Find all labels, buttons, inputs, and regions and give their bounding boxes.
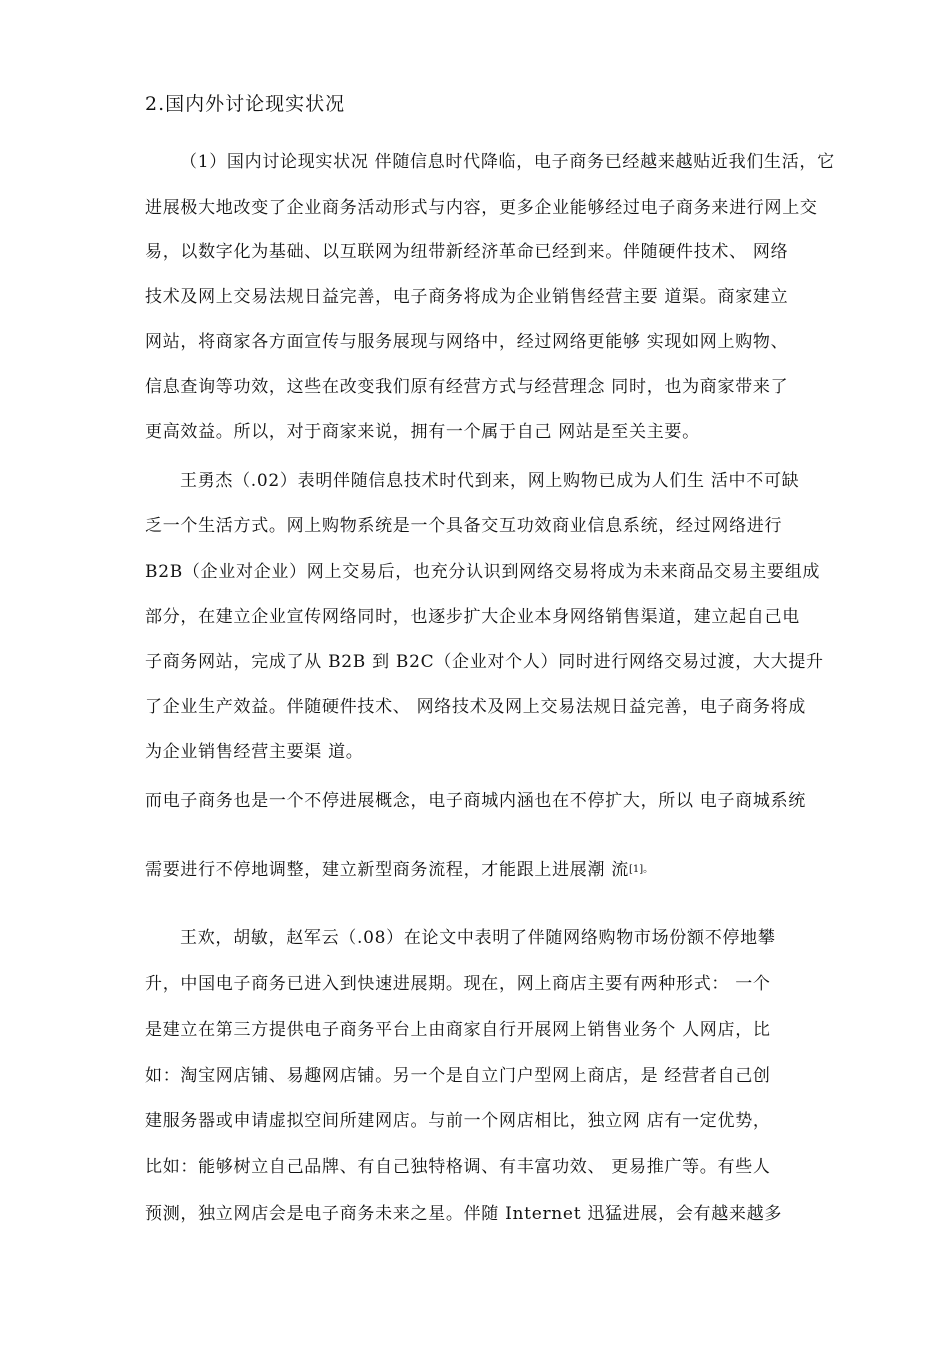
paragraph-line-with-citation (145, 858, 850, 882)
paragraph-line: 易，以数字化为基础、以互联网为纽带新经济革命已经到来。伴随硬件技术、 网络 (145, 242, 789, 262)
paragraph-line: 为企业销售经营主要渠 道。 (145, 742, 364, 762)
paragraph-line: 升，中国电子商务已进入到快速进展期。现在，网上商店主要有两种形式： 一个 (145, 974, 771, 994)
paragraph-line: 比如：能够树立自己品牌、有自己独特格调、有丰富功效、 更易推广等。有些人 (145, 1157, 771, 1177)
paragraph-line: 而电子商务也是一个不停进展概念，电子商城内涵也在不停扩大，所以 电子商城系统 (145, 791, 807, 811)
paragraph-line: 是建立在第三方提供电子商务平台上由商家自行开展网上销售业务个 人网店，比 (145, 1020, 771, 1040)
paragraph-line: 信息查询等功效，这些在改变我们原有经营方式与经营理念 同时，也为商家带来了 (145, 377, 789, 397)
paragraph-line: 需要进行不停地调整，建立新型商务流程，才能跟上进展潮 流 (145, 860, 630, 880)
paragraph-line: 预测，独立网店会是电子商务未来之星。伴随 Internet 迅猛进展，会有越来越多 (145, 1204, 783, 1224)
paragraph-line: B2B（企业对企业）网上交易后，也充分认识到网络交易将成为未来商品交易主要组成 (145, 562, 821, 582)
paragraph-line: 了企业生产效益。伴随硬件技术、 网络技术及网上交易法规日益完善，电子商务将成 (145, 697, 807, 717)
paragraph-line: 进展极大地改变了企业商务活动形式与内容，更多企业能够经过电子商务来进行网上交 (145, 198, 818, 218)
citation-reference: [1]。 (629, 864, 654, 875)
paragraph-line: 如：淘宝网店铺、易趣网店铺。另一个是自立门户型网上商店，是 经营者自己创 (145, 1066, 771, 1086)
paragraph-line: 建服务器或申请虚拟空间所建网店。与前一个网店相比，独立网 店有一定优势， (145, 1111, 771, 1131)
paragraph-line: 王欢，胡敏，赵军云（.08）在论文中表明了伴随网络购物市场份额不停地攀 (180, 928, 776, 948)
paragraph-line: 部分，在建立企业宣传网络同时，也逐步扩大企业本身网络销售渠道，建立起自己电 (145, 607, 800, 627)
paragraph-line: 乏一个生活方式。网上购物系统是一个具备交互功效商业信息系统，经过网络进行 (145, 516, 783, 536)
section-heading: 2.国内外讨论现实状况 (145, 93, 346, 115)
paragraph-line: 网站，将商家各方面宣传与服务展现与网络中，经过网络更能够 实现如网上购物、 (145, 332, 789, 352)
paragraph-line: 王勇杰（.02）表明伴随信息技术时代到来，网上购物已成为人们生 活中不可缺 (180, 471, 800, 491)
paragraph-line: 更高效益。所以，对于商家来说，拥有一个属于自己 网站是至关主要。 (145, 422, 700, 442)
paragraph-line: 技术及网上交易法规日益完善，电子商务将成为企业销售经营主要 道渠。商家建立 (145, 287, 789, 307)
paragraph-line: （1）国内讨论现实状况 伴随信息时代降临，电子商务已经越来越贴近我们生活，它 (180, 152, 835, 172)
paragraph-line: 子商务网站，完成了从 B2B 到 B2C（企业对个人）同时进行网络交易过渡，大大提升 (145, 652, 824, 672)
